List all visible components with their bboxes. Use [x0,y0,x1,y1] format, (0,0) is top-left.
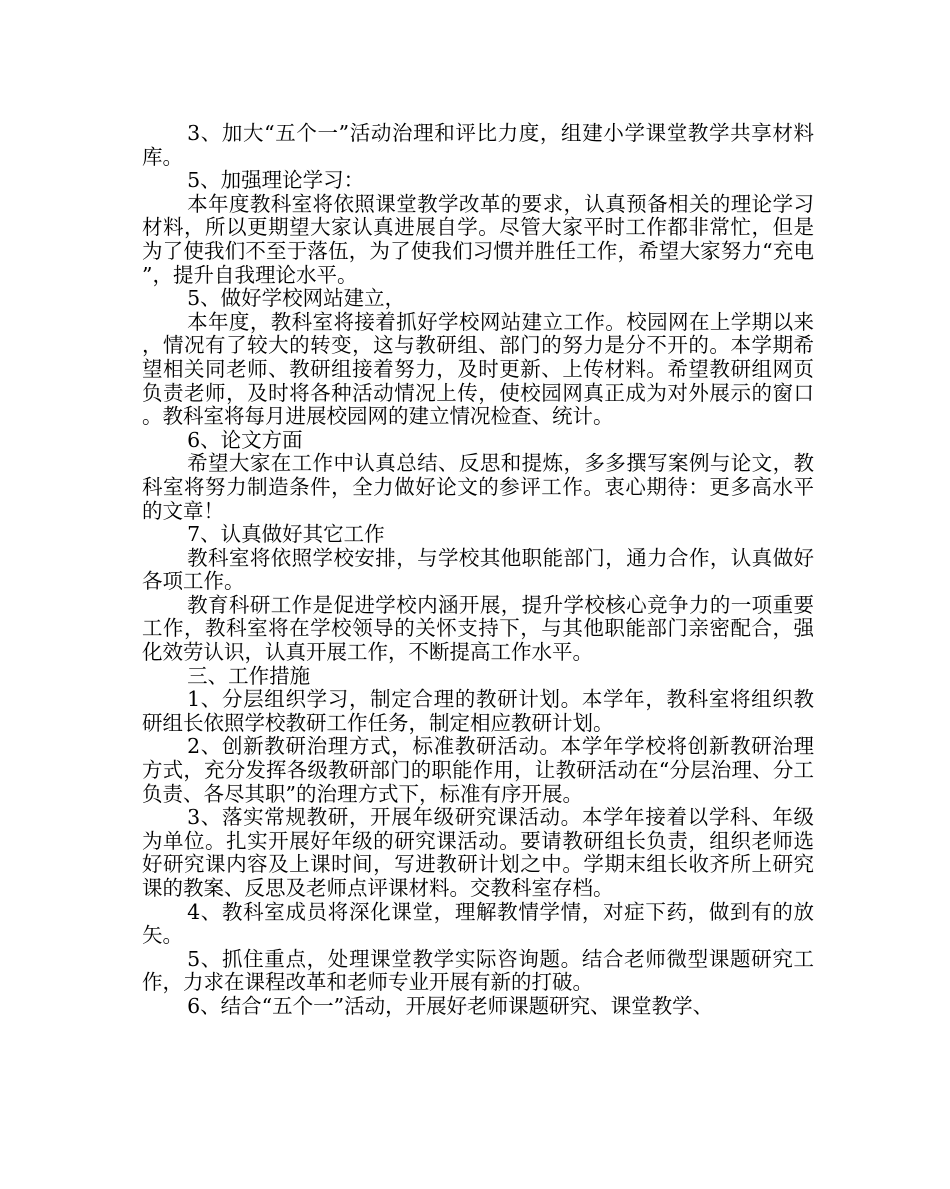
paragraph-item-3: 3、加大“五个一”活动治理和评比力度，组建小学课堂教学共享材料库。 [142,121,814,169]
paragraph-papers: 希望大家在工作中认真总结、反思和提炼，多多撰写案例与论文，教科室将努力制造条件，全力做好论文的参评工作。衷心期待：更多高水平的文章！ [142,451,814,523]
paragraph-measure-4: 4、教科室成员将深化课堂，理解教情学情，对症下药，做到有的放矢。 [142,899,814,948]
paragraph-theory-study: 本年度教科室将依照课堂教学改革的要求，认真预备相关的理论学习材料，所以更期望大家认真进展自学。尽管大家平时工作都非常忙，但是为了使我们不至于落伍，为了使我们习惯并胜任工作，希望大家努力“充电”，提升自我理论水平。 [142,191,814,287]
paragraph-measure-1: 1、分层组织学习，制定合理的教研计划。本学年，教科室将组织教研组长依照学校教研工作任务，制定相应教研计划。 [142,687,814,735]
section-heading-theory-study: 5、加强理论学习： [187,168,365,193]
paragraph-measure-6: 6、结合“五个一”活动，开展好老师课题研究、课堂教学、 [187,993,714,1018]
paragraph-measure-3: 3、落实常规教研，开展年级研究课活动。本学年接着以学科、年级为单位。扎实开展好年级的研究课活动。要请教研组长负责，组织老师选好研究课内容及上课时间，写进教研计划之中。学期末组长收齐所上研究课的教案、反思及老师点评课材料。交教科室存档。 [142,805,814,900]
paragraph-summary: 教育科研工作是促进学校内涵开展，提升学校核心竞争力的一项重要工作，教科室将在学校领导的关怀支持下，与其他职能部门亲密配合，强化效劳认识，认真开展工作，不断提高工作水平。 [142,592,814,665]
section-heading-measures: 三、工作措施 [187,663,311,688]
paragraph-measure-2: 2、创新教研治理方式，标准教研活动。本学年学校将创新教研治理方式，充分发挥各级教研部门的职能作用，让教研活动在“分层治理、分工负责、各尽其职”的治理方式下，标准有序开展。 [142,734,814,806]
paragraph-website: 本年度，教科室将接着抓好学校网站建立工作。校园网在上学期以来，情况有了较大的转变，这与教研组、部门的努力是分不开的。本学期希望相关同老师、教研组接着努力，及时更新、上传材料。希望教研组网页负责老师，及时将各种活动情况上传，使校园网真正成为对外展示的窗口。教科室将每月进展校园网的建立情况检查、统计。 [142,309,814,429]
document-body [142,122,814,1019]
section-heading-website: 5、做好学校网站建立， [187,286,406,311]
paragraph-measure-5: 5、抓住重点，处理课堂教学实际咨询题。结合老师微型课题研究工作，力求在课程改革和老师专业开展有新的打破。 [142,946,814,995]
section-heading-other-work: 7、认真做好其它工作 [187,522,385,547]
section-heading-papers: 6、论文方面 [187,427,303,452]
paragraph-other-work: 教科室将依照学校安排，与学校其他职能部门，通力合作，认真做好各项工作。 [142,545,814,594]
